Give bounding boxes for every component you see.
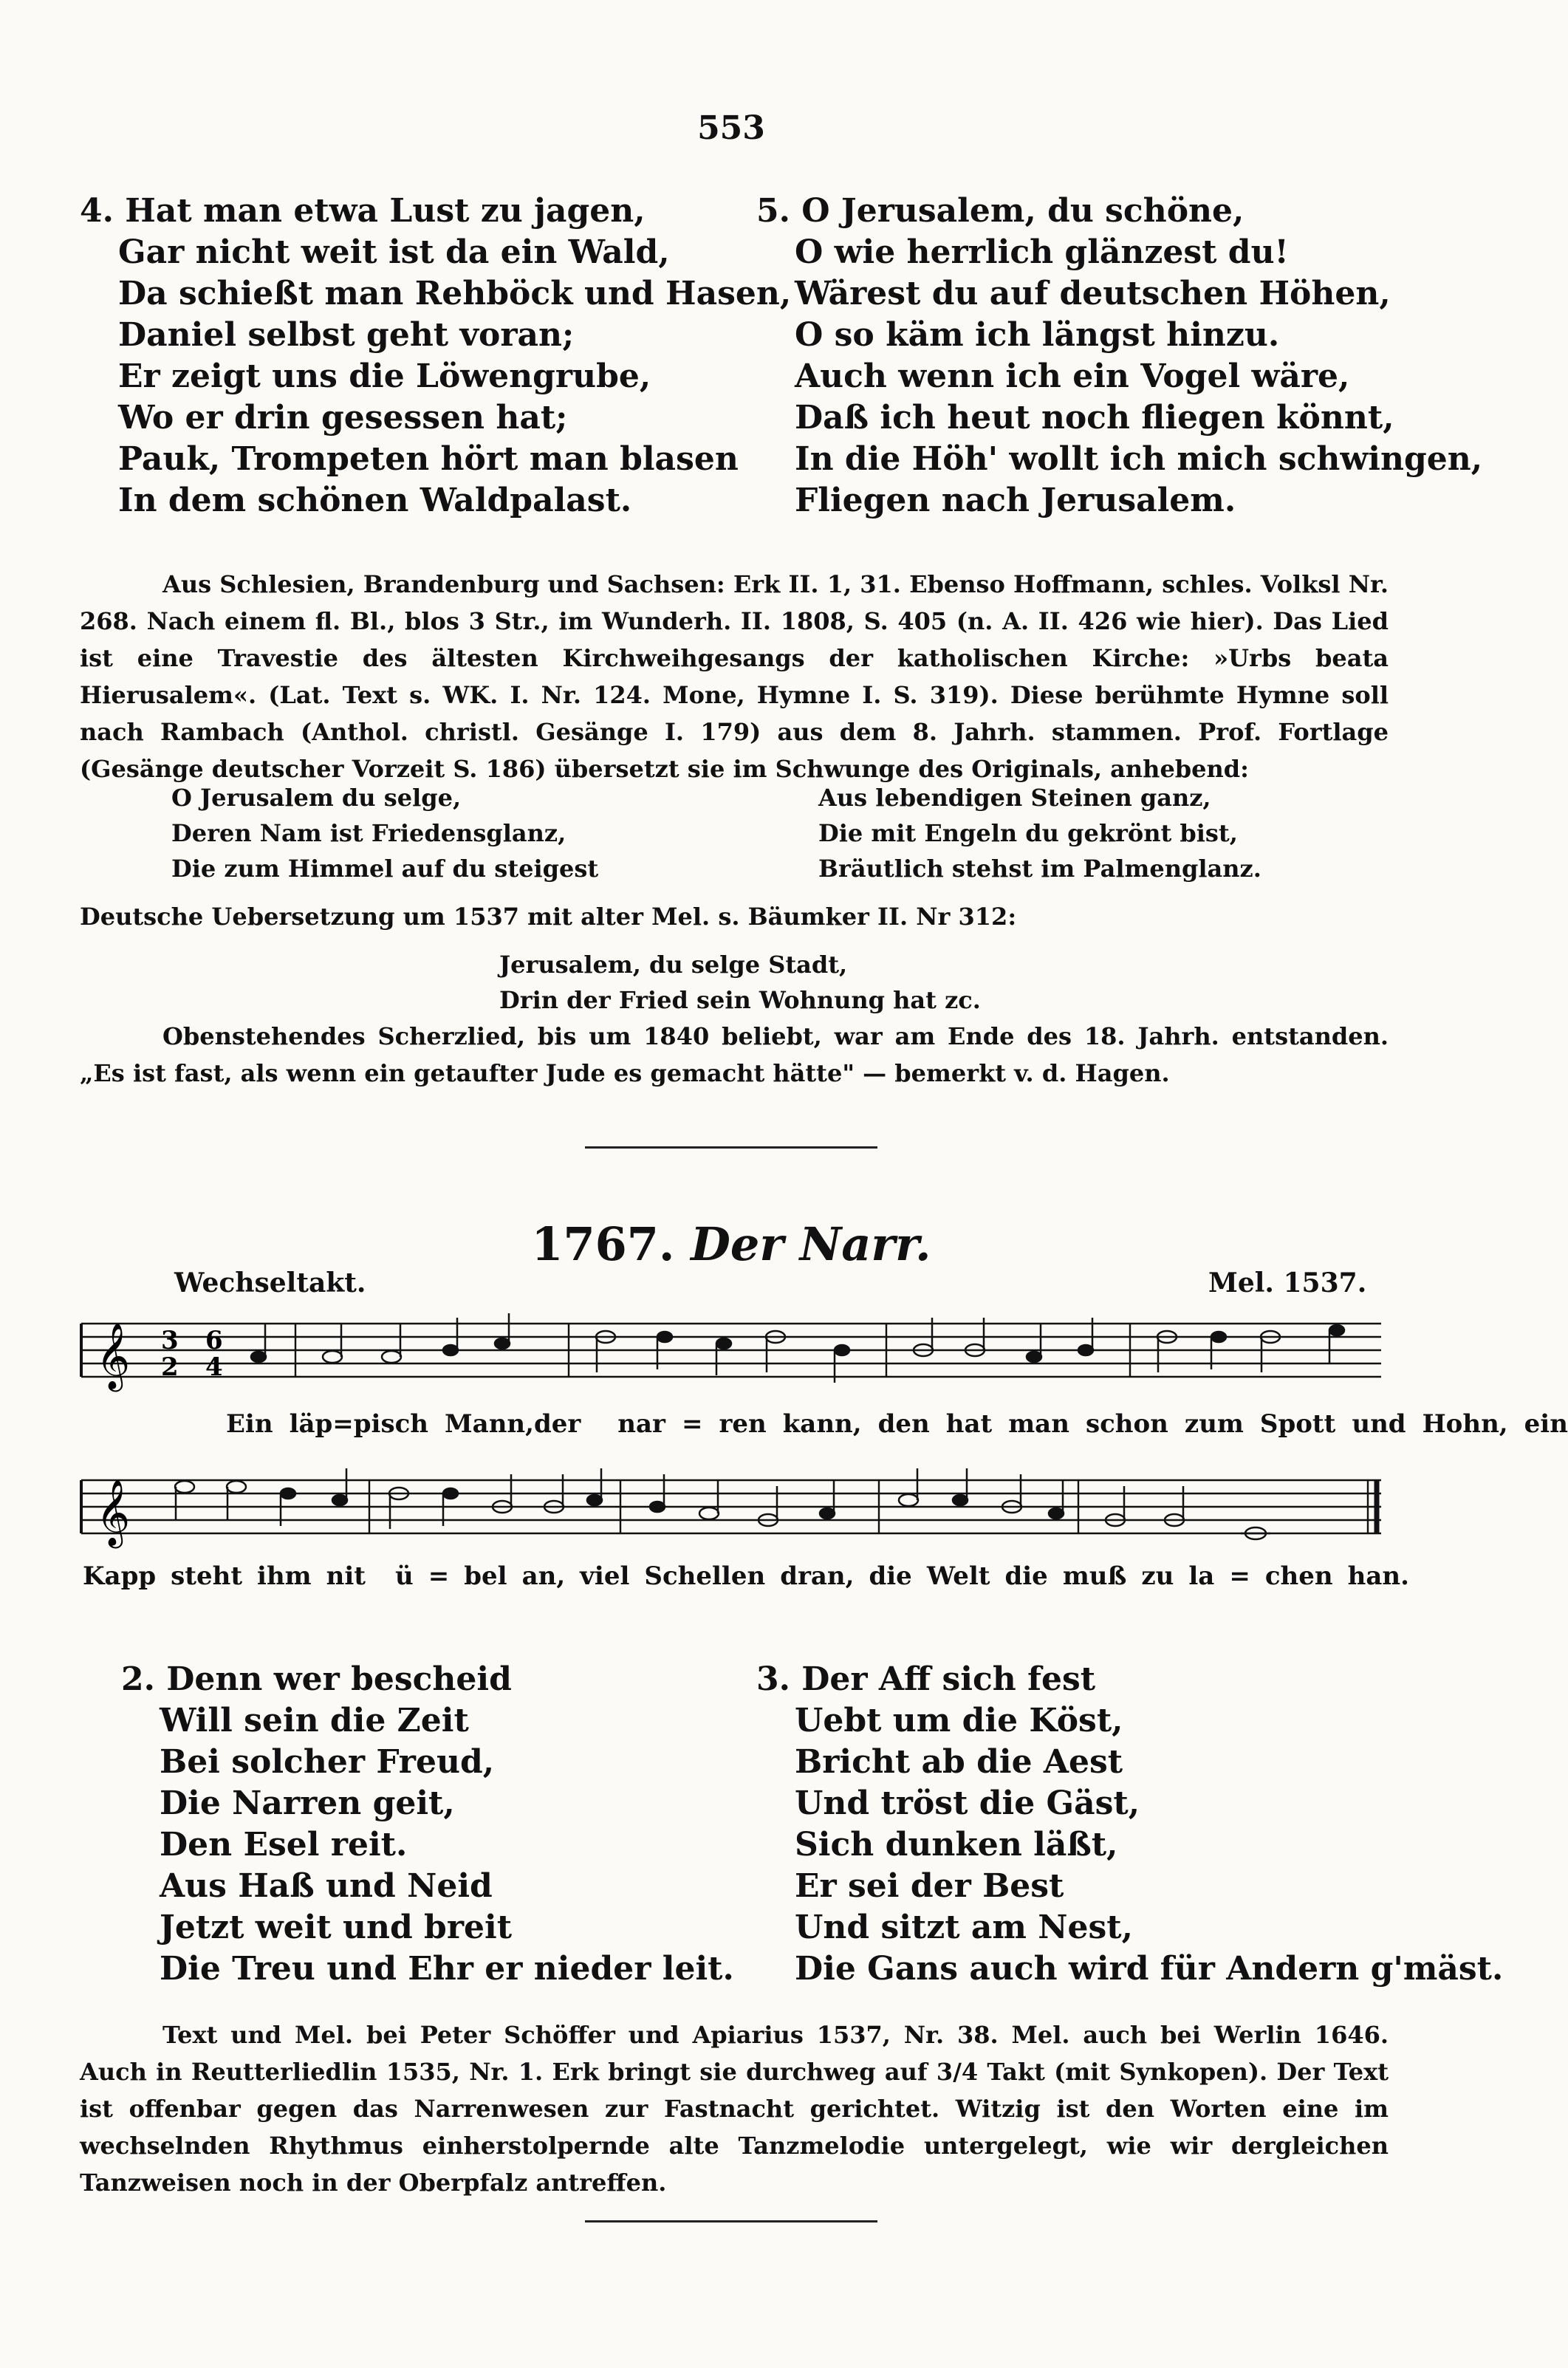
verse-line: Daß ich heut noch fliegen könnt, [795, 399, 1394, 437]
verse-line: Denn wer bescheid [166, 1660, 512, 1698]
lyric-syllable: bel [464, 1561, 507, 1591]
verse-line: Auch wenn ich ein Vogel wäre, [795, 357, 1350, 395]
stanza-number: 2. [121, 1660, 155, 1698]
lyric-syllable: nar [617, 1409, 665, 1439]
lyric-syllable: ü [395, 1561, 414, 1591]
stanza-3 [756, 1659, 1504, 1990]
verse-line: Bei solcher Freud, [160, 1743, 495, 1781]
lyric-syllable: den [877, 1409, 930, 1439]
verse-line: O Jerusalem, du schöne, [801, 192, 1245, 230]
lyric-syllable: Kapp [83, 1561, 157, 1591]
lyric-syllable: ein [1524, 1409, 1568, 1439]
treble-clef-icon: 𝄞 [96, 1479, 131, 1546]
verse-line: Sich dunken läßt, [795, 1826, 1118, 1864]
verse-line: Aus Haß und Neid [160, 1867, 493, 1905]
lyric-syllable: = [1229, 1561, 1250, 1591]
stanza-number: 4. [80, 192, 114, 230]
verse-line: Wärest du auf deutschen Höhen, [795, 275, 1391, 312]
quote-right [818, 780, 1261, 886]
verse-line: Die Treu und Ehr er nieder leit. [160, 1950, 734, 1988]
lyric-syllable: ren [719, 1409, 767, 1439]
verse-line: O so käm ich längst hinzu. [795, 316, 1280, 354]
time-signature-numerator: 3 [161, 1326, 179, 1355]
lyric-syllable: an, [521, 1561, 566, 1591]
music-staff-2 [74, 1464, 1389, 1553]
closing-note [80, 1018, 1389, 1092]
treble-clef-icon: 𝄞 [96, 1323, 131, 1389]
quote-line: Deren Nam ist Friedensglanz, [171, 819, 566, 847]
verse-line: Da schießt man Rehböck und Hasen, [118, 275, 792, 312]
verse-line: In die Höh' wollt ich mich schwingen, [795, 440, 1483, 478]
verse-line: Gar nicht weit ist da ein Wald, [118, 233, 670, 271]
verse-line: Bricht ab die Aest [795, 1743, 1123, 1781]
song-number: 1767. [531, 1217, 675, 1271]
lyrics-line-1 [226, 1409, 1568, 1439]
song-name: Der Narr. [691, 1217, 931, 1271]
verse-line: Uebt um die Köst, [795, 1702, 1123, 1739]
end-divider [585, 2220, 877, 2222]
lyric-syllable: = [428, 1561, 450, 1591]
lyric-syllable: dran, [780, 1561, 855, 1591]
lyric-syllable: muß [1062, 1561, 1127, 1591]
note-text: Aus Schlesien, Brandenburg und Sachsen: Erk II. 1, 31. Ebenso Hoffmann, schles. Volksl Nr. 268. Nach einem fl. Bl., blos 3 Str., im Wunderh. II. 1808, S. 405 (n. A. II. 426 wie hier). Das Lied ist eine Travestie des ältesten Kirchweihgesangs der katholischen Kirche: »Urbs beata Hierusalem«. (Lat. Text s. WK. I. Nr. 124. Mone, Hymne I. S. 319). Diese berühmte Hymne soll nach Rambach (Anthol. christl. Gesänge I. 179) aus dem 8. Jahrh. stammen. Prof. Fortlage (Gesänge deutscher Vorzeit S. 186) übersetzt sie im Schwunge des Originals, anhebend: [80, 570, 1389, 783]
lyric-syllable: steht [171, 1561, 243, 1591]
verse-line: Den Esel reit. [160, 1826, 408, 1864]
verse-line: Jetzt weit und breit [160, 1909, 513, 1946]
lyrics-line-2 [83, 1561, 1409, 1591]
music-staff-1 [74, 1307, 1389, 1396]
page-number: 553 [697, 109, 765, 147]
verse-line: Pauk, Trompeten hört man blasen [118, 440, 739, 478]
lyric-syllable: und [1352, 1409, 1406, 1439]
translation-note: Deutsche Uebersetzung um 1537 mit alter Mel. s. Bäumker II. Nr 312: [80, 903, 1017, 931]
stanza-5 [756, 191, 1483, 521]
verse-line: Und sitzt am Nest, [795, 1909, 1133, 1946]
lyric-syllable: Schellen [644, 1561, 766, 1591]
time-signature-denominator: 2 [161, 1352, 179, 1382]
verse-line: Die Gans auch wird für Andern g'mäst. [795, 1950, 1504, 1988]
verse-line: Will sein die Zeit [160, 1702, 469, 1739]
source-text: Text und Mel. bei Peter Schöffer und Apiarius 1537, Nr. 38. Mel. auch bei Werlin 1646. Auch in Reutterliedlin 1535, Nr. 1. Erk bringt sie durchweg auf 3/4 Takt (mit Synkopen). Der Text ist offenbar gegen das Narrenwesen zur Fastnacht gerichtet. Witzig ist den Worten eine im wechselnden Rhythmus einherstolpernde alte Tanzmelodie untergelegt, wie wir dergleichen Tanzweisen noch in der Oberpfalz antreffen. [80, 2021, 1389, 2197]
verse-line: Er sei der Best [795, 1867, 1064, 1905]
stanza-number: 3. [756, 1660, 790, 1698]
verse-line: Er zeigt uns die Löwengrube, [118, 357, 651, 395]
lyric-syllable: chen [1264, 1561, 1333, 1591]
melody-reference: Mel. 1537. [1208, 1267, 1367, 1298]
verse-line: Die Narren geit, [160, 1784, 455, 1822]
lyric-syllable: = [681, 1409, 703, 1439]
time-signature-denominator: 4 [205, 1352, 223, 1382]
stanza-number: 5. [756, 192, 790, 230]
lyric-syllable: han. [1347, 1561, 1409, 1591]
quote-line: Bräutlich stehst im Palmenglanz. [818, 855, 1261, 883]
time-signature-numerator: 6 [205, 1326, 223, 1355]
quote-line: O Jerusalem du selge, [171, 784, 462, 812]
closing-text: Obenstehendes Scherzlied, bis um 1840 beliebt, war am Ende des 18. Jahrh. entstanden. „Es ist fast, als wenn ein getaufter Jude es gemacht hätte" — bemerkt v. d. Hagen. [80, 1022, 1389, 1087]
quote-line: Jerusalem, du selge Stadt, [499, 951, 848, 979]
verse-line: O wie herrlich glänzest du! [795, 233, 1289, 271]
section-divider [585, 1146, 877, 1149]
lyric-syllable: ihm [257, 1561, 312, 1591]
lyric-syllable: Mann,der [445, 1409, 581, 1439]
lyric-syllable: zum [1184, 1409, 1244, 1439]
verse-line: Fliegen nach Jerusalem. [795, 482, 1236, 519]
quote-line: Aus lebendigen Steinen ganz, [818, 784, 1211, 812]
source-note [80, 2016, 1389, 2201]
tempo-marking: Wechseltakt. [174, 1267, 366, 1298]
verse-line: Daniel selbst geht voran; [118, 316, 575, 354]
quote-line: Drin der Fried sein Wohnung hat zc. [499, 986, 981, 1014]
lyric-syllable: die [869, 1561, 912, 1591]
verse-line: Wo er drin gesessen hat; [118, 399, 568, 437]
verse-line: Der Aff sich fest [801, 1660, 1096, 1698]
lyric-syllable: man [1008, 1409, 1069, 1439]
lyric-syllable: die [1004, 1561, 1048, 1591]
lyric-syllable: la [1188, 1561, 1215, 1591]
lyric-syllable: Spott [1259, 1409, 1336, 1439]
quote-2 [499, 947, 981, 1018]
lyric-syllable: zu [1141, 1561, 1174, 1591]
lyric-syllable: Ein [226, 1409, 273, 1439]
lyric-syllable: läp=pisch [289, 1409, 429, 1439]
lyric-syllable: Hohn, [1422, 1409, 1508, 1439]
quote-line: Die zum Himmel auf du steigest [171, 855, 599, 883]
quote-left [171, 780, 598, 886]
lyric-syllable: hat [945, 1409, 993, 1439]
verse-line: Hat man etwa Lust zu jagen, [125, 192, 646, 230]
stanza-2 [121, 1659, 734, 1990]
verse-line: In dem schönen Waldpalast. [118, 482, 632, 519]
verse-line: Und tröst die Gäst, [795, 1784, 1140, 1822]
lyric-syllable: nit [326, 1561, 366, 1591]
commentary-note [80, 566, 1389, 787]
lyric-syllable: kann, [782, 1409, 862, 1439]
quote-line: Die mit Engeln du gekrönt bist, [818, 819, 1238, 847]
lyric-syllable: viel [580, 1561, 630, 1591]
song-title [0, 1217, 1462, 1271]
lyric-syllable: Welt [926, 1561, 990, 1591]
lyric-syllable: schon [1085, 1409, 1168, 1439]
stanza-4 [80, 191, 792, 521]
